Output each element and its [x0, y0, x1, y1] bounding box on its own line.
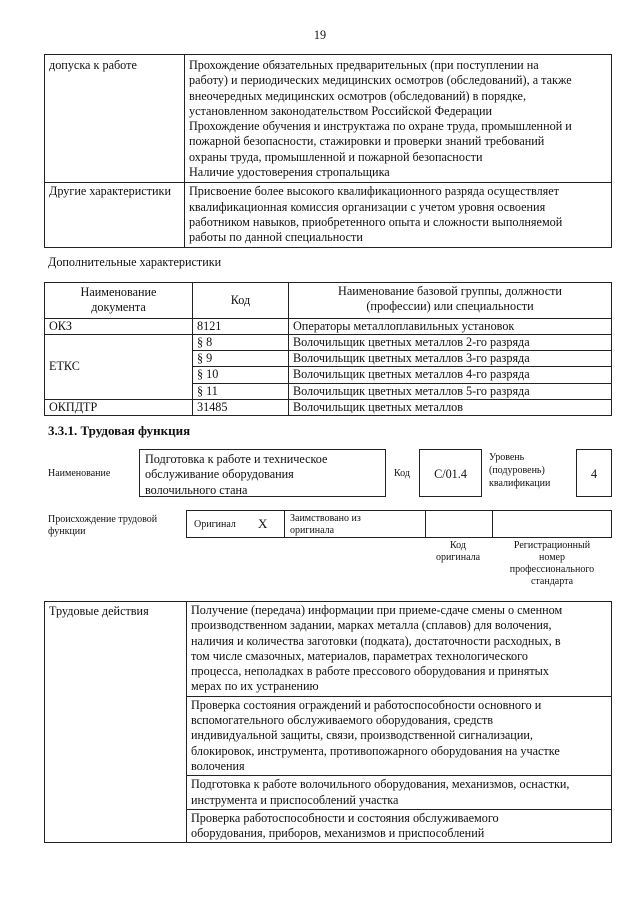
text-line: вспомогательного обслуживаемого оборудования, средств [191, 713, 494, 728]
text-line: блокировок, инструмента, противопожарного оборудования на участке [191, 743, 560, 758]
text-line: мерах по их устранению [191, 679, 319, 694]
text-line: Подготовка к работе волочильного оборудования, механизмов, оснастки, [191, 777, 570, 792]
action-item [187, 776, 612, 810]
original-mark: X [258, 516, 268, 531]
text-line: Проверка работоспособности и состояния обслуживаемого [191, 810, 499, 825]
text-line: оригинала [290, 525, 335, 536]
text-line: (подуровень) [489, 465, 545, 476]
table-row [45, 183, 612, 247]
cell-name: Волочильщик цветных металлов [289, 400, 612, 416]
cell-doc: ЕТКС [45, 334, 193, 399]
text-line: установленном законодательством Российской Федерации [189, 103, 493, 118]
text-line: квалификационная комиссия организации с учетом уровня освоения [189, 199, 546, 214]
text-line: наличия и количества заготовки (подката), достаточности расходных, в [191, 633, 561, 648]
text-line: оригинала [435, 552, 481, 563]
additional-title: Дополнительные характеристики [48, 255, 222, 269]
section-title: 3.3.1. Трудовая функция [48, 423, 191, 438]
cell-code: § 11 [193, 383, 289, 399]
text-line: номер [539, 552, 565, 563]
text-line: Регистрационный [513, 540, 591, 551]
cell-name: Волочильщик цветных металлов 3-го разряда [289, 351, 612, 367]
text-line: охраны труда, промышленной и пожарной безопасности [189, 149, 483, 164]
origin-label [48, 514, 157, 538]
cell-code: 8121 [193, 318, 289, 334]
cell-code: § 10 [193, 367, 289, 383]
cell-code: § 8 [193, 334, 289, 350]
text-line: обслуживание оборудования [145, 467, 294, 482]
text-line: внеочередных медицинских осмотров (обследований) в порядке, [189, 88, 527, 103]
level-value: 4 [576, 449, 612, 497]
text-line: работником навыков, приобретенного опыта и сложности выполняемой [189, 214, 563, 229]
text-line: квалификации [489, 478, 551, 489]
cell-doc: ОКПДТР [45, 400, 193, 416]
cell-code: § 9 [193, 351, 289, 367]
text-line: функции [48, 526, 86, 537]
table-header-row [45, 283, 612, 319]
code-value: С/01.4 [419, 449, 482, 497]
page-number: 19 [313, 28, 327, 42]
divider [425, 511, 426, 537]
text-line: пожарной безопасности, стажировки и проверки знаний требований [189, 134, 545, 149]
text-line: Проверка состояния ограждений и работоспособности основного и [191, 697, 542, 712]
cell-name: Волочильщик цветных металлов 5-го разряда [289, 383, 612, 399]
table-row [45, 55, 612, 183]
text-line: Подготовка к работе и техническое [145, 452, 328, 466]
text-line: работы по данной специальности [189, 230, 363, 245]
table-row [45, 334, 612, 350]
text-line: оборудования, приборов, механизмов и приспособлений [191, 826, 485, 841]
text-line: Присвоение более высокого квалификационного разряда осуществляет [189, 184, 559, 199]
level-label [489, 451, 550, 490]
actions-label: Трудовые действия [45, 602, 187, 843]
row-label: Другие характеристики [45, 183, 185, 247]
text-line: Уровень [489, 452, 525, 463]
text-line: волочильного стана [145, 482, 248, 497]
text-line: Получение (передача) информации при приеме-сдаче смены о сменном [191, 603, 563, 617]
text-line: процесса, неполадках в работе прессового оборудования и принятых [191, 664, 549, 679]
cell-name: Волочильщик цветных металлов 4-го разряда [289, 367, 612, 383]
header-code: Код [193, 283, 289, 319]
text-line: инструмента и приспособлений участка [191, 792, 399, 807]
original-label: Оригинал [194, 519, 236, 530]
code-original-caption [424, 540, 492, 564]
text-line: стандарта [530, 576, 574, 587]
text-line: Прохождение обязательных предварительных (при поступлении на [189, 58, 539, 72]
cell-code: 31485 [193, 400, 289, 416]
row-content [185, 55, 612, 183]
text-line: Код [450, 540, 466, 551]
cell-name: Операторы металлоплавильных установок [289, 318, 612, 334]
action-item [187, 809, 612, 843]
row-label: допуска к работе [45, 55, 185, 183]
origin-grid [186, 510, 612, 538]
text-line: Прохождение обучения и инструктажа по охране труда, промышленной и [189, 119, 572, 134]
text-line: Заимствовано из [290, 513, 361, 524]
additional-table [44, 282, 612, 416]
action-item [187, 696, 612, 775]
text-line: производственном задании, марках металла (сплавов) для волочения, [191, 618, 552, 633]
action-item [187, 602, 612, 697]
text-line: работу) и периодических медицинских осмотров (обследований), а также [189, 73, 572, 88]
table-row [45, 602, 612, 697]
function-name-box [139, 449, 386, 497]
text-line: Происхождение трудовой [48, 514, 158, 525]
text-line: профессионального [509, 564, 595, 575]
text-line: волочения [191, 758, 245, 773]
header-document: Наименование документа [45, 283, 193, 319]
borrowed-label [290, 513, 361, 537]
text-line: индивидуальной защиты, связи, производственной сигнализации, [191, 728, 533, 743]
labor-actions-table [44, 601, 612, 843]
row-content [185, 183, 612, 247]
text-line: том числе смазочных, материалов, параметрах технологического [191, 648, 528, 663]
reg-number-caption [492, 540, 612, 588]
code-label: Код [394, 468, 410, 479]
name-label: Наименование [48, 468, 111, 479]
divider [284, 511, 285, 537]
text-line: Наличие удостоверения стропальщика [189, 165, 390, 180]
table-row [45, 400, 612, 416]
cell-name: Волочильщик цветных металлов 2-го разряда [289, 334, 612, 350]
header-name: Наименование базовой группы, должности (профессии) или специальности [289, 283, 612, 319]
divider [492, 511, 493, 537]
cell-doc: ОКЗ [45, 318, 193, 334]
table-row [45, 318, 612, 334]
requirements-table [44, 54, 612, 248]
